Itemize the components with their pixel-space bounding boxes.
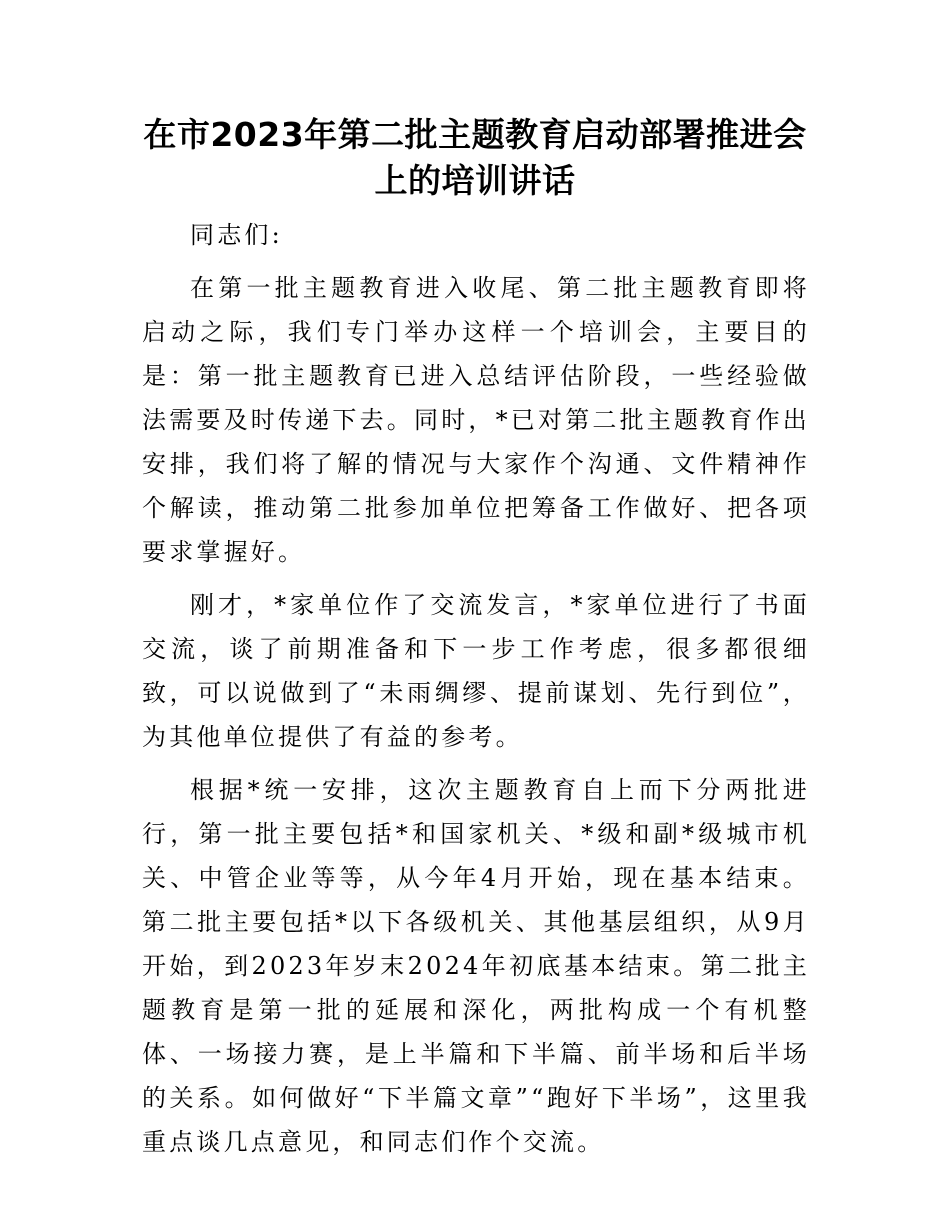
document-body	[142, 213, 810, 1173]
paragraph-1: 在第一批主题教育进入收尾、第二批主题教育即将启动之际，我们专门举办这样一个培训会，主要目的是：第一批主题教育已进入总结评估阶段，一些经验做法需要及时传递下去。同时，*已对第二批主题教育作出安排，我们将了解的情况与大家作个沟通、文件精神作个解读，推动第二批参加单位把筹备工作做好、把各项要求掌握好。	[142, 274, 810, 566]
paragraph-2: 刚才，*家单位作了交流发言，*家单位进行了书面交流，谈了前期准备和下一步工作考虑，很多都很细致，可以说做到了“未雨绸缪、提前谋划、先行到位”，为其他单位提供了有益的参考。	[142, 591, 810, 751]
salutation: 同志们:	[190, 221, 283, 249]
document-title: 在市2023年第二批主题教育启动部署推进会上的培训讲话	[143, 115, 807, 200]
paragraph-3: 根据*统一安排，这次主题教育自上而下分两批进行，第一批主要包括*和国家机关、*级和副*级城市机关、中管企业等等，从今年4月开始，现在基本结束。第二批主要包括*以下各级机关、其他基层组织，从9月开始，到2023年岁末2024年初底基本结束。第二批主题教育是第一批的延展和深化，两批构成一个有机整体、一场接力赛，是上半篇和下半篇、前半场和后半场的关系。如何做好“下半篇文章”“跑好下半场”，这里我重点谈几点意见，和同志们作个交流。	[142, 776, 810, 1156]
